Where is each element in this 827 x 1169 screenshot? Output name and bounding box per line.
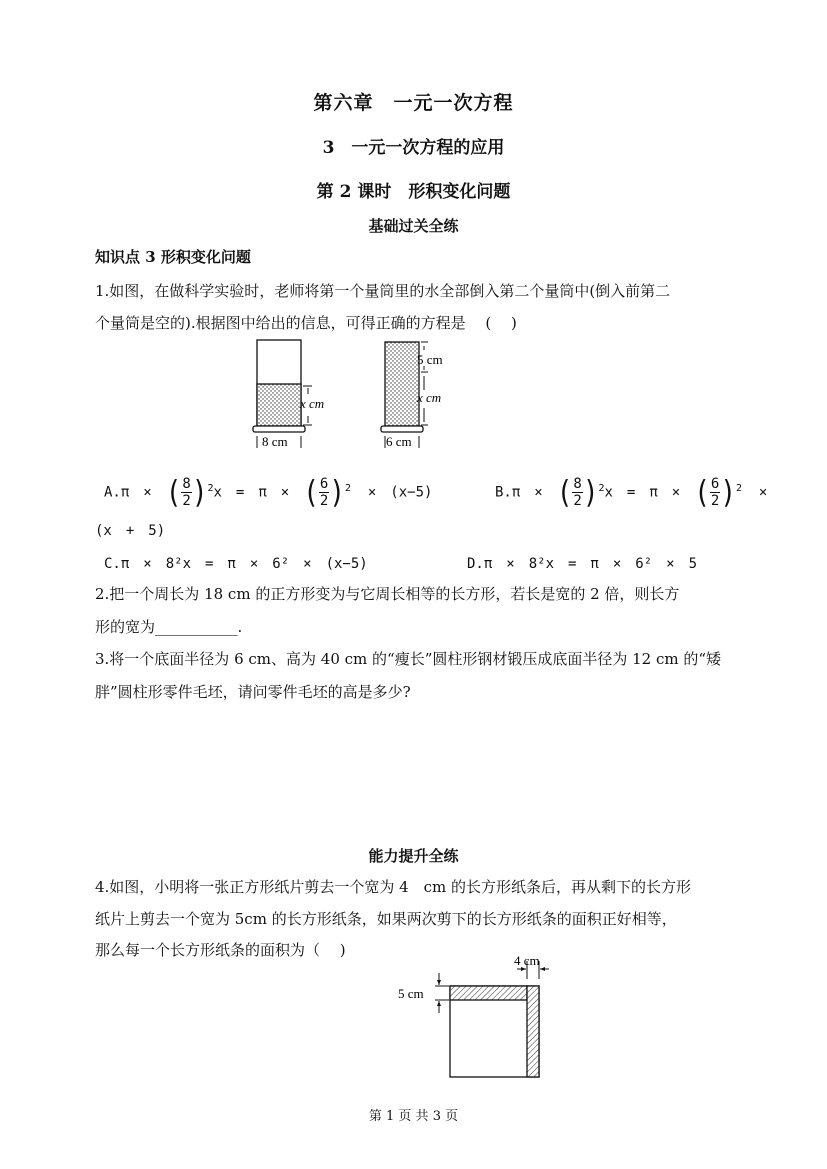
- q4-line2: 纸片上剪去一个宽为 5cm 的长方形纸条，如果两次剪下的长方形纸条的面积正好相等，: [95, 910, 677, 928]
- page-footer: 第 1 页 共 3 页: [368, 1109, 459, 1124]
- right-height-label: x cm: [417, 390, 442, 405]
- left-cylinder: [253, 340, 324, 449]
- q4-line3: 那么每一个长方形纸条的面积为（ ): [95, 941, 346, 959]
- q1-line1: 1.如图，在做科学实验时，老师将第一个量筒里的水全部倒入第二个量筒中(倒入前第二: [95, 282, 671, 300]
- knowledge-point-heading: 知识点 3 形积变化问题: [95, 248, 251, 266]
- q2-line2: 形的宽为___________.: [95, 618, 243, 636]
- top-width-label: 4 cm: [514, 955, 540, 968]
- q1-option-b-wrap: (x + 5): [95, 523, 166, 539]
- left-height-label: 5 cm: [398, 986, 424, 1001]
- q1-option-d: D.π × 8²x = π × 6² × 5: [467, 556, 698, 572]
- right-width-label: 6 cm: [386, 434, 412, 449]
- chapter-title: 第六章 一元一次方程: [313, 92, 514, 114]
- q2-line1: 2.把一个周长为 18 cm 的正方形变为与它周长相等的长方形，若长是宽的 2 倍，则长方: [95, 585, 680, 603]
- q3-line2: 胖”圆柱形零件毛坯，请问零件毛坯的高是多少?: [95, 683, 411, 701]
- top-strip: [450, 986, 527, 1000]
- q3-line1: 3.将一个底面半径为 6 cm、高为 40 cm 的“瘦长”圆柱形钢材锻压成底面半径为 12 cm 的“矮: [95, 650, 722, 668]
- left-width-label: 8 cm: [262, 434, 288, 449]
- q1-line2: 个量筒是空的).根据图中给出的信息，可得正确的方程是 ( ): [95, 314, 517, 332]
- right-strip: [527, 986, 539, 1077]
- section-title: 3 一元一次方程的应用: [322, 138, 505, 158]
- part-title-basic: 基础过关全练: [368, 217, 459, 235]
- q1-option-b: B.π × ( $\frac{8}{2}$ )$^2$x = π × ( $\frac{6}{2}$ )$^2$ ×: [495, 474, 768, 511]
- q4-line1: 4.如图，小明将一张正方形纸片剪去一个宽为 4 cm 的长方形纸条后，再从剩下的长方形: [95, 878, 692, 896]
- square-strips-figure: [395, 955, 565, 1083]
- cylinders-figure: [240, 336, 470, 454]
- left-height-label: x cm: [300, 396, 325, 411]
- lesson-title: 第 2 课时 形积变化问题: [316, 182, 511, 202]
- right-cylinder: [381, 342, 443, 449]
- q1-option-c: C.π × 8²x = π × 6² × (x−5): [104, 556, 368, 572]
- part-title-advanced: 能力提升全练: [368, 847, 459, 865]
- right-top-label: 5 cm: [417, 352, 443, 367]
- q1-option-a: A.π × ( $\frac{8}{2}$ )$^2$x = π × ( $\frac{6}{2}$ )$^2$ × (x−5): [104, 474, 433, 511]
